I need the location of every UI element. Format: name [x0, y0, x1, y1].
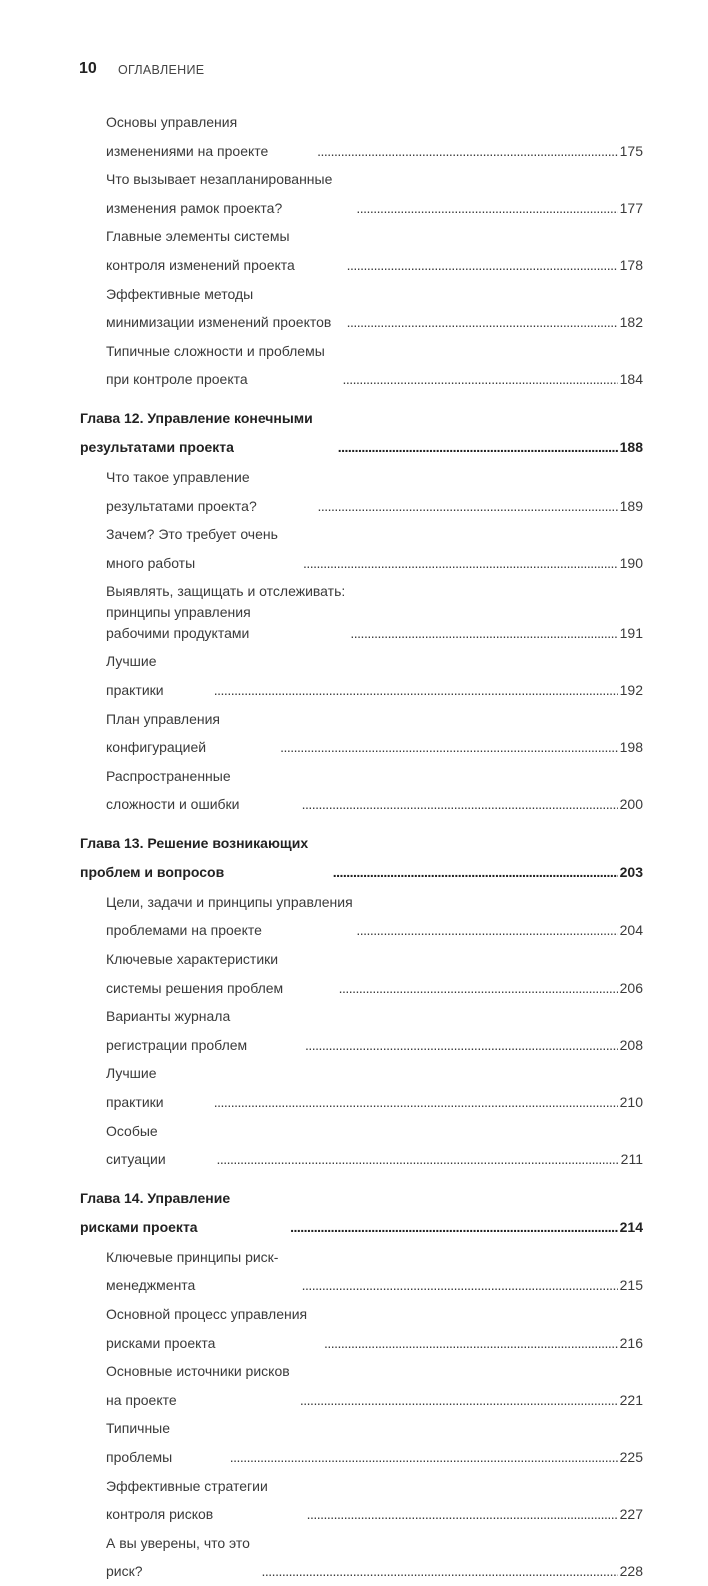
toc-section-entry[interactable]: [80, 463, 643, 520]
toc-entry-page: 178: [619, 256, 643, 273]
dot-leader: [216, 1145, 618, 1174]
toc-section-entry[interactable]: [80, 1357, 643, 1414]
toc-entry-title: Главные элементы системы контроля изменений проекта: [106, 228, 295, 273]
dot-leader: [317, 137, 618, 166]
toc-entry-title: Особые ситуации: [106, 1122, 166, 1168]
dot-leader: [280, 733, 618, 762]
toc-entry-page: 190: [619, 554, 643, 571]
toc-entry-title: Ключевые принципы риск-менеджмента: [106, 1248, 279, 1294]
table-of-contents: [80, 108, 643, 1586]
toc-entry-title: Распространенные сложности и ошибки: [106, 767, 240, 813]
toc-entry-title: Основной процесс управления рисками проекта: [106, 1306, 308, 1351]
toc-entry-title: Основные источники рисков на проекте: [106, 1363, 290, 1408]
toc-section-entry[interactable]: [80, 1243, 643, 1300]
toc-section-entry[interactable]: [80, 945, 643, 1002]
dot-leader: [302, 1271, 618, 1300]
toc-entry-page: 200: [619, 796, 643, 813]
toc-section-entry[interactable]: [80, 108, 643, 165]
toc-entry-title: Лучшие практики: [106, 653, 164, 698]
dot-leader: [230, 1443, 618, 1472]
toc-entry-title: Эффективные методы минимизации изменений проектов: [106, 285, 332, 331]
toc-entry-title: Типичные сложности и проблемы при контроле проекта: [106, 342, 325, 388]
toc-section-entry[interactable]: [80, 165, 643, 222]
toc-entry-page: 204: [619, 922, 643, 939]
dot-leader: [214, 676, 618, 705]
toc-entry-title: Что вызывает незапланированные изменения рамок проекта?: [106, 171, 333, 216]
toc-section-entry[interactable]: [80, 888, 643, 945]
toc-entry-page: 177: [619, 199, 643, 216]
toc-section-entry[interactable]: [80, 647, 643, 704]
toc-entry-title: А вы уверены, что это риск?: [106, 1534, 250, 1580]
toc-section-entry[interactable]: [80, 1472, 643, 1529]
toc-chapter-entry[interactable]: [80, 829, 643, 887]
toc-section-entry[interactable]: [80, 762, 643, 819]
toc-entry-title: Глава 13. Решение возникающих проблем и вопросов: [80, 834, 309, 880]
toc-section-entry[interactable]: [80, 1002, 643, 1059]
toc-entry-page: 228: [619, 1563, 643, 1580]
toc-entry-page: 182: [619, 314, 643, 331]
toc-entry-title: Что такое управление результатами проекта?: [106, 468, 257, 514]
dot-leader: [333, 858, 618, 887]
dot-leader: [302, 790, 618, 819]
dot-leader: [343, 365, 618, 394]
toc-entry-page: 184: [619, 371, 643, 388]
toc-section-entry[interactable]: [80, 280, 643, 337]
toc-section-entry[interactable]: [80, 1117, 643, 1174]
toc-entry-page: 225: [619, 1448, 643, 1465]
toc-entry-page: 192: [619, 681, 643, 698]
toc-section-entry[interactable]: [80, 1059, 643, 1116]
dot-leader: [307, 1500, 618, 1529]
toc-entry-page: 216: [619, 1334, 643, 1351]
dot-leader: [324, 1329, 618, 1358]
toc-entry-title: Основы управления изменениями на проекте: [106, 114, 269, 159]
toc-chapter-entry[interactable]: [80, 1184, 643, 1242]
toc-entry-title: Ключевые характеристики системы решения проблем: [106, 951, 284, 996]
dot-leader: [356, 916, 617, 945]
toc-entry-title: Глава 14. Управление рисками проекта: [80, 1189, 231, 1235]
toc-entry-title: Глава 12. Управление конечными результатами проекта: [80, 409, 313, 455]
toc-entry-page: 198: [619, 739, 643, 756]
toc-entry-page: 227: [619, 1506, 643, 1523]
toc-section-entry[interactable]: [80, 1300, 643, 1357]
toc-entry-title: Лучшие практики: [106, 1065, 164, 1111]
dot-leader: [262, 1557, 618, 1586]
toc-chapter-entry[interactable]: [80, 404, 643, 462]
toc-section-entry[interactable]: [80, 705, 643, 762]
dot-leader: [356, 194, 617, 223]
toc-entry-title-line: рабочими продуктами: [106, 625, 250, 642]
toc-entry-title: [106, 581, 348, 644]
dot-leader: [350, 623, 617, 644]
toc-section-entry[interactable]: [80, 222, 643, 279]
dot-leader: [347, 308, 618, 337]
toc-section-entry[interactable]: [80, 520, 643, 577]
toc-entry-title: Эффективные стратегии контроля рисков: [106, 1477, 268, 1523]
toc-entry-title: Зачем? Это требует очень много работы: [106, 526, 278, 571]
toc-section-entry[interactable]: [80, 1529, 643, 1586]
dot-leader: [290, 1213, 618, 1242]
toc-section-entry[interactable]: [80, 577, 643, 647]
dot-leader: [214, 1088, 618, 1117]
dot-leader: [338, 433, 618, 462]
toc-entry-page: 210: [619, 1094, 643, 1111]
toc-entry-title-line: Выявлять, защищать и отслеживать: принципы управления: [106, 583, 346, 621]
dot-leader: [300, 1386, 618, 1415]
toc-entry-title: Типичные проблемы: [106, 1420, 173, 1465]
page-number: 10: [79, 60, 97, 77]
toc-entry-page: 191: [619, 625, 643, 642]
toc-entry-page: 188: [619, 438, 643, 455]
running-title: ОГЛАВЛЕНИЕ: [118, 63, 205, 77]
toc-entry-page: 203: [619, 863, 643, 880]
dot-leader: [303, 549, 618, 578]
toc-section-entry[interactable]: [80, 1414, 643, 1471]
toc-entry-page: 175: [619, 142, 643, 159]
toc-entry-page: 206: [619, 979, 643, 996]
toc-entry-title: Цели, задачи и принципы управления проблемами на проекте: [106, 893, 353, 939]
toc-entry-page: 221: [619, 1391, 643, 1408]
toc-entry-page: 189: [619, 497, 643, 514]
dot-leader: [347, 251, 618, 280]
dot-leader: [317, 492, 617, 521]
toc-entry-page: 208: [619, 1036, 643, 1053]
toc-entry-page: 215: [619, 1277, 643, 1294]
dot-leader: [339, 974, 618, 1003]
toc-entry-title: План управления конфигурацией: [106, 710, 220, 756]
toc-section-entry[interactable]: [80, 337, 643, 394]
toc-entry-page: 214: [619, 1218, 643, 1235]
toc-entry-title: Варианты журнала регистрации проблем: [106, 1008, 248, 1053]
toc-entry-page: 211: [620, 1151, 643, 1168]
dot-leader: [305, 1031, 618, 1060]
